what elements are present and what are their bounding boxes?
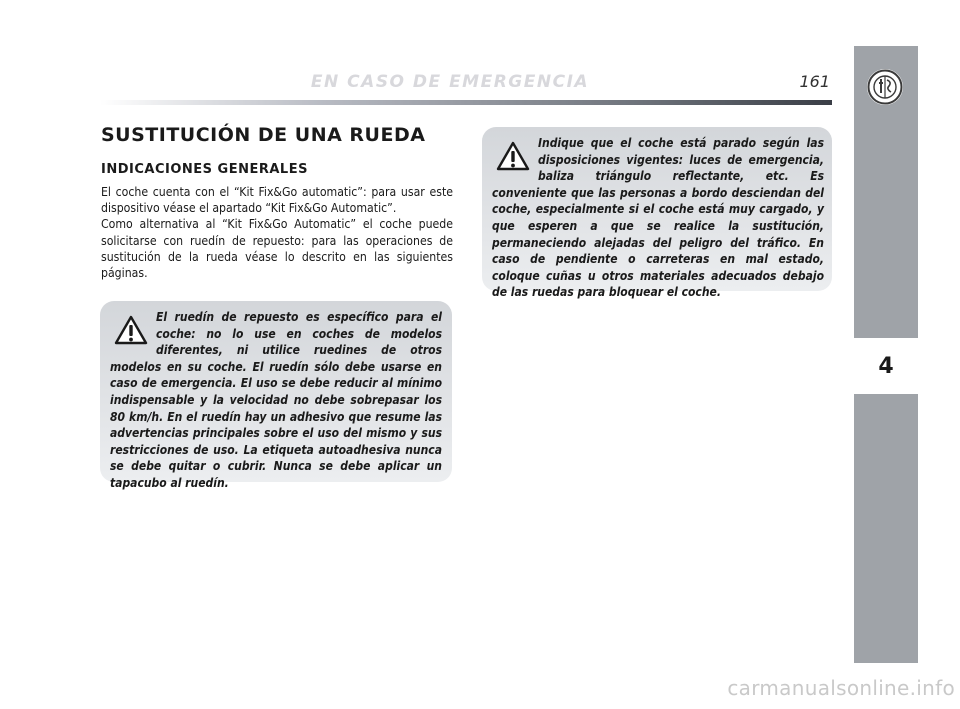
page-header-title: EN CASO DE EMERGENCIA [310, 72, 590, 92]
page-number: 161 [799, 72, 830, 91]
header-divider [100, 100, 832, 105]
subsection-title: INDICACIONES GENERALES [101, 162, 308, 177]
section-title: SUSTITUCIÓN DE UNA RUEDA [101, 124, 426, 146]
body-paragraph: Como alternativa al “Kit Fix&Go Automatic” el coche puede solicitarse con ruedín de repuesto: para las operaciones de sustitución de la rueda véase lo descrito en las siguientes páginas. [101, 217, 453, 281]
chapter-tab[interactable]: 4 [854, 338, 918, 394]
warning-box [100, 301, 452, 490]
warning-text-block [492, 135, 824, 301]
warning-text: El ruedín de repuesto es específico para el coche: no lo use en coches de modelos diferentes, ni utilice ruedines de otros modelos en su coche. El ruedín sólo debe usarse en caso de emergencia. El uso se debe reducir al mínimo indispensable y la velocidad no debe sobrepasar los 80 km/h. En el ruedín hay un adhesivo que resume las advertencias principales sobre el uso del mismo y sus restricciones de uso. La etiqueta autoadhesiva nunca se debe quitar o cubrir. Nunca se debe aplicar un tapacubo al ruedín. [110, 310, 442, 490]
body-text [101, 184, 453, 281]
body-paragraph: El coche cuenta con el “Kit Fix&Go automatic”: para usar este dispositivo véase el apartado “Kit Fix&Go Automatic”. [101, 185, 453, 216]
warning-box [482, 127, 832, 300]
warning-text-block [110, 309, 442, 492]
alfa-romeo-logo-icon [866, 68, 904, 106]
warning-text: Indique que el coche está parado según las disposiciones vigentes: luces de emergencia, baliza triángulo reflectante, etc. Es conveniente que las personas a bordo desciendan del coche, especialmente si el coche está muy cargado, y que esperen a que se realice la sustitución, permaneciendo alejadas del peligro del tráfico. En caso de pendiente o carreteras en mal estado, coloque cuñas u otros materiales adecuados debajo de las ruedas para bloquear el coche. [492, 136, 824, 300]
watermark: carmanualsonline.info [727, 676, 955, 700]
